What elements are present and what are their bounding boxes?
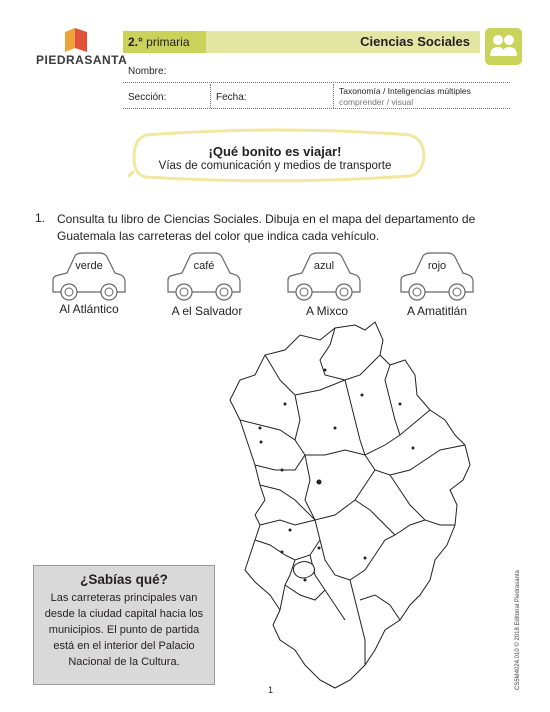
grade-label <box>128 35 190 49</box>
activity-number: 1. <box>35 211 46 225</box>
car-color-label: rojo <box>427 260 447 272</box>
car-destination: Al Atlántico <box>59 302 119 316</box>
field-divider <box>210 84 211 108</box>
car-icon <box>164 250 244 310</box>
guatemala-department-map[interactable] <box>225 320 485 690</box>
did-you-know-title: ¿Sabías qué? <box>80 572 168 587</box>
taxonomy-values: comprender / visual <box>339 97 414 107</box>
grade-number: 2.° <box>128 35 143 49</box>
page-subtitle: Vías de comunicación y medios de transporte <box>158 160 392 172</box>
name-label: Nombre: <box>128 66 167 77</box>
car-destination: A el Salvador <box>171 304 243 318</box>
name-line[interactable] <box>123 82 510 83</box>
grade-word: primaria <box>146 35 190 49</box>
car-icon <box>49 250 129 310</box>
activity-instruction: Consulta tu libro de Ciencias Sociales. Dibuja en el mapa del departamento de Guatemala las carreteras del color que indica cada vehículo. <box>57 212 476 243</box>
car-color-label: azul <box>313 260 335 272</box>
car-color-label: verde <box>75 260 103 272</box>
car-destination: A Amatitlán <box>406 304 468 318</box>
copyright-code: CS5M4024.010 © 2018 Editorial Piedrasanta <box>515 570 521 690</box>
brand-logo-mark <box>63 28 89 52</box>
subject-title: Ciencias Sociales <box>360 34 470 49</box>
taxonomy-label: Taxonomía / Inteligencias múltiples <box>339 86 471 96</box>
car-icon <box>397 250 477 310</box>
field-divider <box>333 84 334 108</box>
car-color-label: café <box>193 260 215 272</box>
people-icon <box>485 28 522 65</box>
brand-name: PIEDRASANTA <box>36 53 128 67</box>
section-line[interactable] <box>123 108 510 109</box>
car-icon <box>284 250 364 310</box>
section-label: Sección: <box>128 92 167 103</box>
page-number: 1 <box>268 685 274 695</box>
did-you-know-text: Las carreteras principales van desde la ciudad capital hacia los municipios. El punto de partida está en el interior del Palacio Nacional de la Cultura. <box>44 592 204 668</box>
date-label: Fecha: <box>216 92 247 103</box>
car-destination: A Mixco <box>305 304 348 318</box>
page-title: ¡Qué bonito es viajar! <box>208 144 342 159</box>
